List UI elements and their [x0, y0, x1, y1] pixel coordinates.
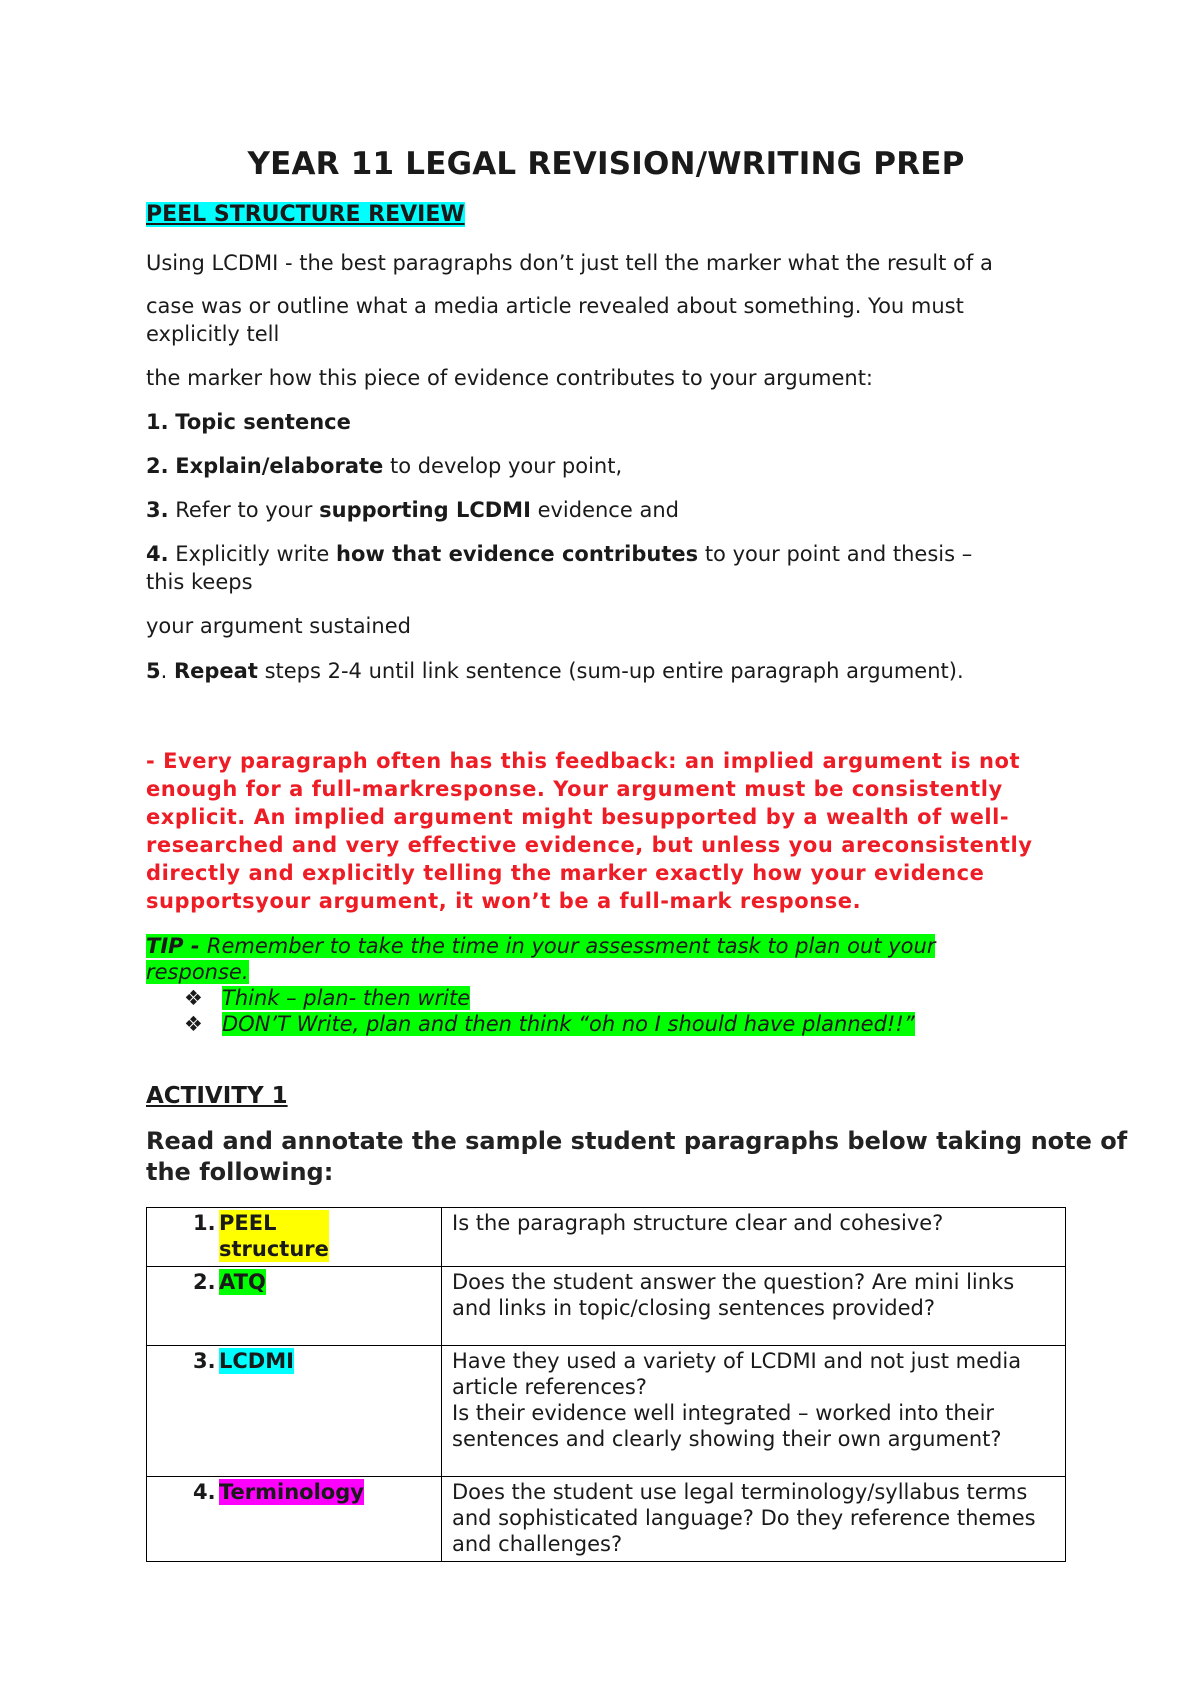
intro-line-3: explicitly tell	[146, 322, 280, 346]
feedback-line-3: explicit. An implied argument might besupported by a wealth of well-	[146, 805, 1010, 829]
intro-line-2: case was or outline what a media article revealed about something. You must	[146, 294, 964, 318]
feedback-line-4: researched and very effective evidence, but unless you areconsistently	[146, 833, 1033, 857]
criteria-label-cell: 4. Terminology	[147, 1477, 442, 1562]
step-2: 2. Explain/elaborate to develop your point,	[146, 454, 623, 478]
activity-lead-1: Read and annotate the sample student paragraphs below taking note of	[146, 1127, 1128, 1155]
feedback-line-5: directly and explicitly telling the marker exactly how your evidence	[146, 861, 985, 885]
peel-heading: PEEL STRUCTURE REVIEW	[146, 202, 465, 227]
intro-line-1: Using LCDMI - the best paragraphs don’t just tell the marker what the result of a	[146, 251, 993, 275]
step-4-line-3: your argument sustained	[146, 614, 411, 638]
table-row	[147, 1346, 1066, 1477]
activity-lead-2: the following:	[146, 1158, 334, 1186]
feedback-line-1: - Every paragraph often has this feedback: an implied argument is not	[146, 749, 1021, 773]
table-row	[147, 1477, 1066, 1562]
criteria-label-cell: 1. PEEL structure	[147, 1208, 442, 1267]
step-5: 5. Repeat steps 2-4 until link sentence (sum-up entire paragraph argument).	[146, 659, 964, 683]
criteria-desc-cell: Does the student use legal terminology/syllabus terms and sophisticated language? Do they reference themes and challenges?	[442, 1477, 1066, 1562]
feedback-line-6: supportsyour argument, it won’t be a full-mark response.	[146, 889, 862, 913]
table-row	[147, 1208, 1066, 1267]
criteria-label-cell: 2. ATQ	[147, 1267, 442, 1346]
tip-bullet-2: ❖ DON’T Write, plan and then think “oh no I should have planned!!”	[184, 1012, 915, 1036]
table-row	[147, 1267, 1066, 1346]
step-4-line-2: this keeps	[146, 570, 253, 594]
step-3: 3. Refer to your supporting LCDMI evidence and	[146, 498, 679, 522]
activity-heading: ACTIVITY 1	[146, 1083, 288, 1109]
feedback-line-2: enough for a full-markresponse. Your argument must be consistently	[146, 777, 1003, 801]
tip-line-2: response.	[146, 960, 249, 984]
step-4: 4. Explicitly write how that evidence contributes to your point and thesis –	[146, 542, 973, 566]
criteria-label-cell: 3. LCDMI	[147, 1346, 442, 1477]
criteria-desc-cell: Is the paragraph structure clear and cohesive?	[442, 1208, 1066, 1267]
document-title: YEAR 11 LEGAL REVISION/WRITING PREP	[247, 146, 965, 182]
diamond-bullet-icon: ❖	[184, 1012, 203, 1036]
criteria-desc-cell: Have they used a variety of LCDMI and not just media article references? Is their evidence well integrated – worked into their sentences and clearly showing their own argument?	[442, 1346, 1066, 1477]
intro-line-4: the marker how this piece of evidence contributes to your argument:	[146, 366, 874, 390]
step-1: 1. Topic sentence	[146, 410, 351, 434]
tip-bullet-1: ❖ Think – plan- then write	[184, 986, 471, 1010]
criteria-table	[146, 1207, 1066, 1562]
criteria-desc-cell: Does the student answer the question? Are mini links and links in topic/closing sentences provided?	[442, 1267, 1066, 1346]
tip-line-1: TIP - Remember to take the time in your assessment task to plan out your	[146, 934, 936, 958]
diamond-bullet-icon: ❖	[184, 986, 203, 1010]
